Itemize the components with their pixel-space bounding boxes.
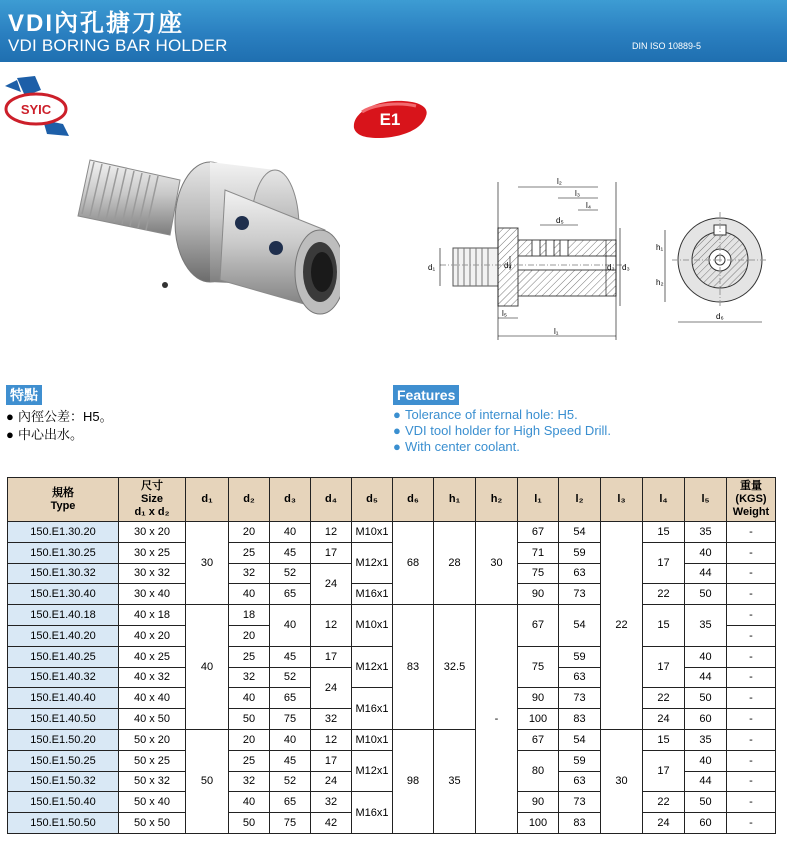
cell-d6: 68 (393, 522, 434, 605)
cell-l2: 59 (559, 750, 601, 771)
cell-d5: M10x1 (352, 729, 393, 750)
col-d1: d₁ (186, 478, 229, 522)
label-d1: d₁ (428, 263, 436, 272)
cell-size: 30 x 25 (119, 542, 186, 563)
cell-l5: 50 (685, 584, 727, 605)
feature-zh-item: ● 中心出水。 (6, 427, 84, 442)
cell-d2: 50 (229, 813, 270, 834)
table-row (8, 792, 776, 813)
cell-l2: 73 (559, 688, 601, 709)
cell-d5: M10x1 (352, 522, 393, 543)
cell-l2: 73 (559, 584, 601, 605)
label-d5: d₅ (556, 216, 564, 225)
cell-d3: 75 (270, 709, 311, 730)
cell-h2: - (476, 605, 518, 834)
feature-en-item: ● Tolerance of internal hole: H5. (393, 407, 578, 422)
cell-type: 150.E1.40.20 (8, 625, 119, 646)
cell-d3: 52 (270, 771, 311, 792)
label-l3-top: l₃ (575, 189, 581, 198)
cell-d2: 25 (229, 542, 270, 563)
cell-l5: 50 (685, 688, 727, 709)
cell-l1: 100 (518, 709, 559, 730)
cell-l2: 63 (559, 563, 601, 584)
cell-d5: M16x1 (352, 688, 393, 730)
cell-l4: 22 (643, 584, 685, 605)
label-d6: d₆ (716, 312, 724, 321)
cell-l4: 15 (643, 729, 685, 750)
cell-l4: 17 (643, 750, 685, 792)
col-l4: l₄ (643, 478, 685, 522)
title-banner (0, 0, 787, 62)
cell-l5: 35 (685, 605, 727, 647)
cell-l4: 22 (643, 792, 685, 813)
cell-l5: 44 (685, 771, 727, 792)
cell-l4: 24 (643, 813, 685, 834)
cell-d3: 40 (270, 729, 311, 750)
label-l4: l₄ (586, 201, 592, 210)
title-zh: VDI內孔搪刀座 (8, 10, 185, 37)
cell-l5: 44 (685, 563, 727, 584)
cell-weight: - (727, 522, 776, 543)
cell-d2: 20 (229, 522, 270, 543)
cell-h1: 35 (434, 729, 476, 833)
cell-weight: - (727, 667, 776, 688)
cell-h2: 30 (476, 522, 518, 605)
product-photo (70, 150, 340, 335)
label-d3: d₃ (622, 263, 630, 272)
cell-l2: 83 (559, 813, 601, 834)
cell-d4: 42 (311, 813, 352, 834)
cell-l1: 90 (518, 792, 559, 813)
cell-size: 40 x 25 (119, 646, 186, 667)
cell-size: 50 x 50 (119, 813, 186, 834)
cell-weight: - (727, 688, 776, 709)
col-h1: h₁ (434, 478, 476, 522)
cell-type: 150.E1.40.50 (8, 709, 119, 730)
cell-d6: 98 (393, 729, 434, 833)
cell-d2: 50 (229, 709, 270, 730)
cell-l1: 67 (518, 605, 559, 647)
label-d2: d₂ (607, 263, 615, 272)
cell-weight: - (727, 584, 776, 605)
table-row (8, 646, 776, 667)
cell-l5: 40 (685, 646, 727, 667)
cell-d4: 24 (311, 563, 352, 605)
table-row (8, 750, 776, 771)
cell-d2: 32 (229, 667, 270, 688)
features-en-list (393, 407, 611, 455)
cell-size: 50 x 32 (119, 771, 186, 792)
label-d4: d₄ (504, 261, 512, 270)
cell-d3: 40 (270, 522, 311, 543)
cell-d4: 17 (311, 542, 352, 563)
cell-d4: 24 (311, 667, 352, 709)
cell-d2: 18 (229, 605, 270, 626)
title-en: VDI BORING BAR HOLDER (8, 36, 228, 55)
cell-d4: 32 (311, 792, 352, 813)
cell-d1: 30 (186, 522, 229, 605)
cell-l2: 83 (559, 709, 601, 730)
cell-weight: - (727, 542, 776, 563)
cell-weight: - (727, 646, 776, 667)
cell-d3: 65 (270, 584, 311, 605)
col-size: 尺寸 Size d₁ x d₂ (119, 478, 186, 522)
cell-type: 150.E1.30.40 (8, 584, 119, 605)
cell-d5: M10x1 (352, 605, 393, 647)
bullet-icon: ● (393, 439, 401, 454)
cell-h1: 32.5 (434, 605, 476, 730)
label-h2: h₂ (656, 278, 664, 287)
cell-type: 150.E1.50.40 (8, 792, 119, 813)
cell-d4: 12 (311, 522, 352, 543)
label-l2: l₂ (557, 177, 562, 186)
cell-d3: 52 (270, 667, 311, 688)
cell-d2: 20 (229, 625, 270, 646)
cell-d2: 20 (229, 729, 270, 750)
cell-type: 150.E1.40.18 (8, 605, 119, 626)
cell-size: 30 x 20 (119, 522, 186, 543)
cell-d2: 40 (229, 688, 270, 709)
cell-d5: M12x1 (352, 542, 393, 584)
cell-l5: 50 (685, 792, 727, 813)
cell-d4: 17 (311, 750, 352, 771)
cell-weight: - (727, 563, 776, 584)
cell-l5: 40 (685, 542, 727, 563)
label-h1: h₁ (656, 243, 664, 252)
cell-weight: - (727, 625, 776, 646)
label-l1: l₁ (554, 327, 559, 336)
cell-size: 30 x 32 (119, 563, 186, 584)
cell-l2: 54 (559, 522, 601, 543)
col-d5: d₅ (352, 478, 393, 522)
cell-d2: 32 (229, 771, 270, 792)
cell-l5: 44 (685, 667, 727, 688)
spec-table (7, 477, 776, 834)
col-d4: d₄ (311, 478, 352, 522)
cell-type: 150.E1.40.40 (8, 688, 119, 709)
col-h2: h₂ (476, 478, 518, 522)
cell-l5: 40 (685, 750, 727, 771)
cell-l1: 75 (518, 563, 559, 584)
cell-l1: 75 (518, 646, 559, 688)
cell-l4: 24 (643, 709, 685, 730)
col-l3: l₃ (601, 478, 643, 522)
technical-drawing (420, 170, 780, 345)
cell-h1: 28 (434, 522, 476, 605)
table-row (8, 605, 776, 626)
cell-l4: 17 (643, 542, 685, 584)
cell-type: 150.E1.50.25 (8, 750, 119, 771)
cell-l5: 60 (685, 709, 727, 730)
cell-l4: 17 (643, 646, 685, 688)
cell-l1: 67 (518, 729, 559, 750)
cell-l2: 63 (559, 771, 601, 792)
cell-weight: - (727, 750, 776, 771)
cell-d2: 40 (229, 584, 270, 605)
cell-l4: 22 (643, 688, 685, 709)
cell-l2: 54 (559, 729, 601, 750)
bullet-icon: ● (393, 407, 401, 422)
cell-d3: 45 (270, 750, 311, 771)
col-l5: l₅ (685, 478, 727, 522)
col-l1: l₁ (518, 478, 559, 522)
cell-size: 50 x 25 (119, 750, 186, 771)
cell-type: 150.E1.40.32 (8, 667, 119, 688)
cell-d2: 40 (229, 792, 270, 813)
feature-en-item: ● VDI tool holder for High Speed Drill. (393, 423, 611, 438)
cell-d4: 32 (311, 709, 352, 730)
cell-type: 150.E1.50.50 (8, 813, 119, 834)
table-row (8, 729, 776, 750)
cell-d3: 45 (270, 542, 311, 563)
cell-l1: 90 (518, 688, 559, 709)
cell-l4: 15 (643, 605, 685, 647)
cell-l2: 59 (559, 542, 601, 563)
cell-d6: 83 (393, 605, 434, 730)
cell-d3: 52 (270, 563, 311, 584)
col-weight: 重量 (KGS) Weight (727, 478, 776, 522)
cell-l1: 90 (518, 584, 559, 605)
col-l2: l₂ (559, 478, 601, 522)
cell-type: 150.E1.40.25 (8, 646, 119, 667)
bullet-icon: ● (6, 409, 14, 424)
cell-type: 150.E1.50.20 (8, 729, 119, 750)
cell-l2: 73 (559, 792, 601, 813)
cell-size: 40 x 40 (119, 688, 186, 709)
cell-l2: 63 (559, 667, 601, 688)
feature-en-item: ● With center coolant. (393, 439, 520, 454)
cell-d5: M16x1 (352, 584, 393, 605)
cell-l2: 54 (559, 605, 601, 647)
cell-d5: M12x1 (352, 646, 393, 688)
cell-l5: 35 (685, 522, 727, 543)
cell-d2: 32 (229, 563, 270, 584)
col-d3: d₃ (270, 478, 311, 522)
features-zh-list (6, 408, 113, 444)
cell-d1: 50 (186, 729, 229, 833)
col-type: 規格 Type (8, 478, 119, 522)
cell-d5: M12x1 (352, 750, 393, 792)
cell-l2: 59 (559, 646, 601, 667)
syic-logo (3, 76, 73, 138)
cell-l5: 35 (685, 729, 727, 750)
cell-type: 150.E1.30.20 (8, 522, 119, 543)
cell-d2: 25 (229, 646, 270, 667)
cell-size: 50 x 20 (119, 729, 186, 750)
cell-size: 50 x 40 (119, 792, 186, 813)
e1-text: E1 (379, 110, 401, 129)
cell-size: 40 x 32 (119, 667, 186, 688)
cell-l5: 60 (685, 813, 727, 834)
cell-l1: 71 (518, 542, 559, 563)
cell-l1: 100 (518, 813, 559, 834)
table-row (8, 584, 776, 605)
cell-d1: 40 (186, 605, 229, 730)
features-zh-heading: 特點 (6, 385, 42, 405)
cell-weight: - (727, 709, 776, 730)
cell-l1: 67 (518, 522, 559, 543)
table-row (8, 688, 776, 709)
cell-d3: 40 (270, 605, 311, 647)
cell-weight: - (727, 605, 776, 626)
cell-d3: 65 (270, 792, 311, 813)
cell-d4: 24 (311, 771, 352, 792)
cell-d4: 12 (311, 729, 352, 750)
col-d2: d₂ (229, 478, 270, 522)
features-en-heading: Features (393, 385, 459, 405)
table-row (8, 542, 776, 563)
cell-size: 40 x 20 (119, 625, 186, 646)
feature-zh-item: ● 內徑公差：H5。 (6, 409, 113, 424)
cell-d3: 65 (270, 688, 311, 709)
cell-d2: 25 (229, 750, 270, 771)
cell-type: 150.E1.30.25 (8, 542, 119, 563)
cell-size: 30 x 40 (119, 584, 186, 605)
cell-d4: 17 (311, 646, 352, 667)
logo-text: SYIC (20, 102, 52, 117)
cell-weight: - (727, 792, 776, 813)
e1-badge (350, 98, 430, 140)
label-l5: l₅ (502, 309, 507, 318)
cell-type: 150.E1.50.32 (8, 771, 119, 792)
cell-l3: 30 (601, 729, 643, 833)
cell-l1: 80 (518, 750, 559, 792)
cell-type: 150.E1.30.32 (8, 563, 119, 584)
cell-size: 40 x 50 (119, 709, 186, 730)
table-header-row (8, 478, 776, 522)
cell-d3: 45 (270, 646, 311, 667)
table-row (8, 522, 776, 543)
cell-l3: 22 (601, 522, 643, 730)
cell-l4: 15 (643, 522, 685, 543)
cell-d3: 75 (270, 813, 311, 834)
bullet-icon: ● (393, 423, 401, 438)
cell-weight: - (727, 729, 776, 750)
col-d6: d₆ (393, 478, 434, 522)
cell-weight: - (727, 771, 776, 792)
cell-size: 40 x 18 (119, 605, 186, 626)
standard-label: DIN ISO 10889-5 (632, 41, 702, 51)
bullet-icon: ● (6, 427, 14, 442)
cell-d4: 12 (311, 605, 352, 647)
cell-d5: M16x1 (352, 792, 393, 834)
cell-weight: - (727, 813, 776, 834)
